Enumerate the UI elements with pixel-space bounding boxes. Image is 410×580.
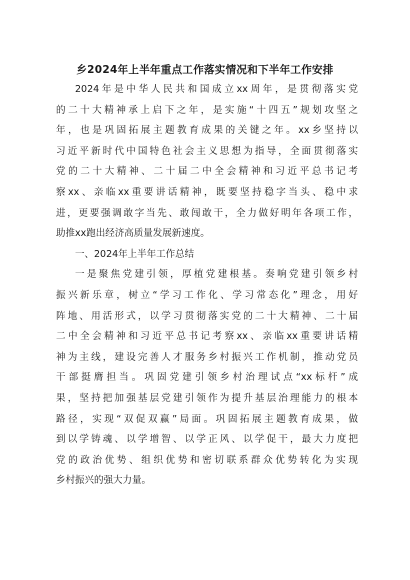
text-line: 察xx、亲临xx重要讲话精神，既要坚持稳字当头、稳中求 [56,186,358,198]
text-line: 路径，实现“双促双赢”局面。巩固拓展主题教育成果，做 [56,413,358,425]
text-line: 习近平新时代中国特色社会主义思想为指导，全面贯彻落实 [56,145,358,157]
text-line: 助推xx跑出经济高质量发展新速度。 [56,228,210,240]
text-line: 到以学铸魂、以学增智、以学正风、以学促干，最大力度把 [56,434,358,446]
text-line: 阵地、用活形式，以学习贯彻落实党的二十大精神、二十届 [56,310,358,322]
text-line: 进，更要强调敢字当先、敢闯敢干，全力做好明年各项工作， [56,207,358,219]
text-line: 党的政治优势、组织优势和密切联系群众优势转化为实现 [56,454,358,466]
text-line: 的二十大精神承上启下之年，是实施“十四五”规划攻坚之 [56,104,358,116]
document-body [56,80,358,492]
text-line: 干部挺膺担当。巩固党建引领乡村治理试点“xx标杆”成 [56,372,358,384]
section-paragraph [56,265,358,492]
text-line: 2024年是中华人民共和国成立xx周年，是贯彻落实党 [75,84,358,95]
section-heading-text: 一、2024年上半年工作总结 [75,248,195,260]
text-line: 乡村振兴的强大力量。 [56,475,152,487]
text-line: 党的二十大精神、二十届二中全会精神和习近平总书记考 [56,166,358,178]
text-line: 果，坚持把加强基层党建引领作为提升基层治理能力的根本 [56,392,358,404]
intro-paragraph [56,80,358,245]
text-line: 一是聚焦党建引领，厚植党建根基。奏响党建引领乡村 [75,269,358,281]
text-line: 振兴新乐章，树立“学习工作化、学习常态化”理念，用好 [56,289,358,301]
text-line: 神为主线，建设完善人才服务乡村振兴工作机制，推动党员 [56,351,358,363]
section-heading [56,245,358,266]
text-line: 年，也是巩固拓展主题教育成果的关键之年。xx乡坚持以 [56,125,358,137]
document-title: 乡2024年上半年重点工作落实情况和下半年工作安排 [76,64,334,76]
text-line: 二中全会精神和习近平总书记考察xx、亲临xx重要讲话精 [56,331,358,343]
